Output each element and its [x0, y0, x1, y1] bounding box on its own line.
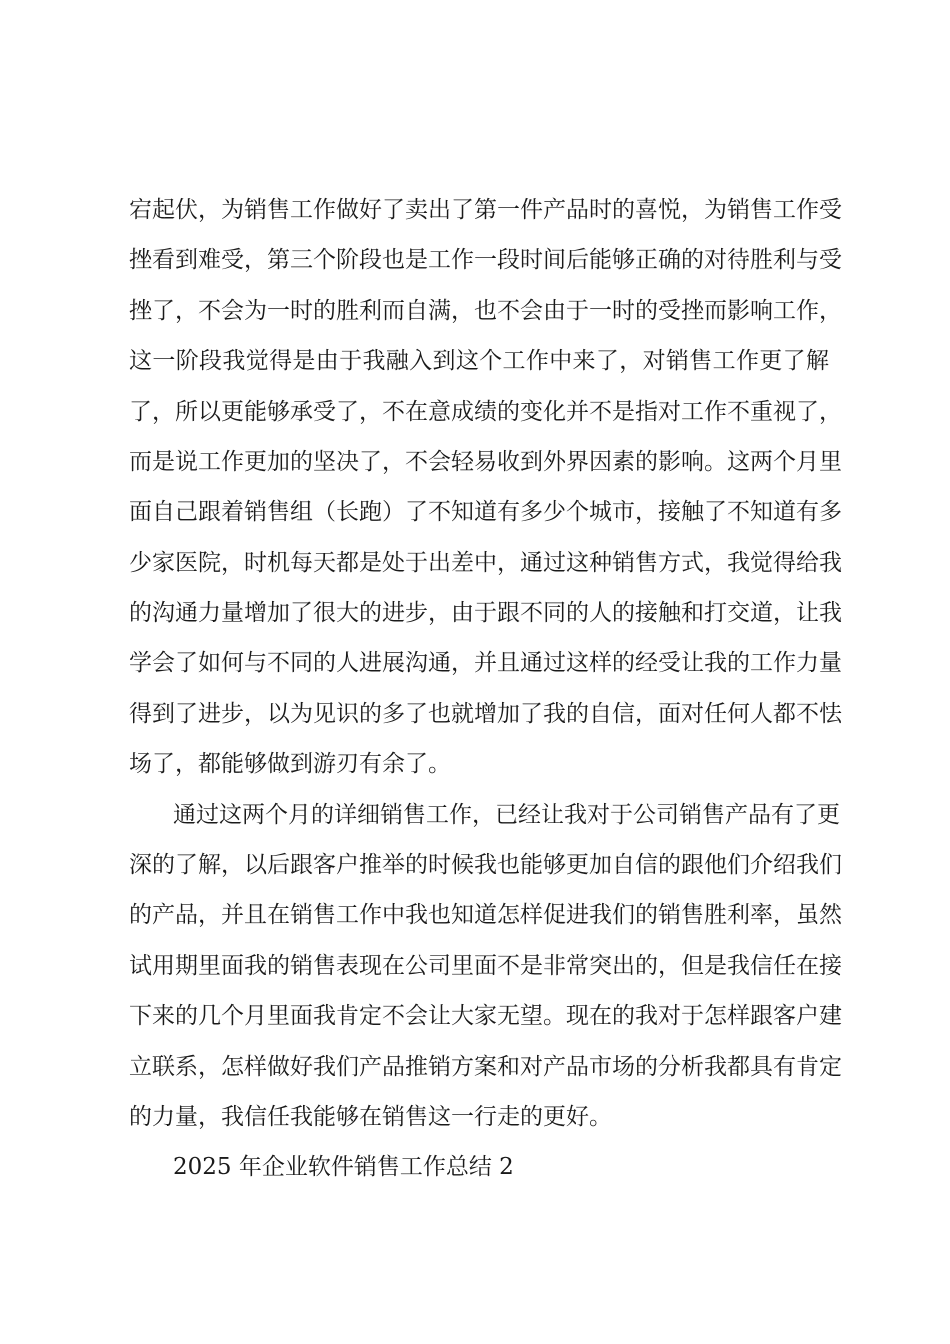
- text-line: 试用期里面我的销售表现在公司里面不是非常突出的，但是我信任在接: [129, 953, 842, 979]
- text-line: 宕起伏，为销售工作做好了卖出了第一件产品时的喜悦，为销售工作受: [129, 197, 842, 223]
- text-line: 而是说工作更加的坚决了，不会轻易收到外界因素的影响。这两个月里: [129, 449, 842, 475]
- section-heading: 2025 年企业软件销售工作总结 2: [173, 1154, 514, 1180]
- text-line: 面自己跟着销售组（长跑）了不知道有多少个城市，接触了不知道有多: [129, 499, 842, 525]
- text-line: 的沟通力量增加了很大的进步，由于跟不同的人的接触和打交道，让我: [129, 600, 842, 626]
- text-line: 场了，都能够做到游刃有余了。: [129, 751, 451, 777]
- text-line: 学会了如何与不同的人进展沟通，并且通过这样的经受让我的工作力量: [129, 650, 842, 676]
- text-line: 挫了，不会为一时的胜利而自满，也不会由于一时的受挫而影响工作，: [129, 298, 842, 324]
- text-line: 这一阶段我觉得是由于我融入到这个工作中来了，对销售工作更了解: [129, 348, 829, 374]
- text-line: 深的了解，以后跟客户推举的时候我也能够更加自信的跟他们介绍我们: [129, 852, 842, 878]
- text-line: 的产品，并且在销售工作中我也知道怎样促进我们的销售胜利率，虽然: [129, 902, 842, 928]
- text-line: 的力量，我信任我能够在销售这一行走的更好。: [129, 1104, 612, 1130]
- text-line: 得到了进步，以为见识的多了也就增加了我的自信，面对任何人都不怯: [129, 701, 842, 727]
- text-line: 了，所以更能够承受了，不在意成绩的变化并不是指对工作不重视了，: [129, 399, 842, 425]
- text-line: 少家医院，时机每天都是处于出差中，通过这种销售方式，我觉得给我: [129, 550, 842, 576]
- text-line: 通过这两个月的详细销售工作，已经让我对于公司销售产品有了更: [173, 802, 840, 828]
- text-line: 挫看到难受，第三个阶段也是工作一段时间后能够正确的对待胜利与受: [129, 247, 842, 273]
- text-line: 下来的几个月里面我肯定不会让大家无望。现在的我对于怎样跟客户建: [129, 1003, 842, 1029]
- text-line: 立联系，怎样做好我们产品推销方案和对产品市场的分析我都具有肯定: [129, 1054, 842, 1080]
